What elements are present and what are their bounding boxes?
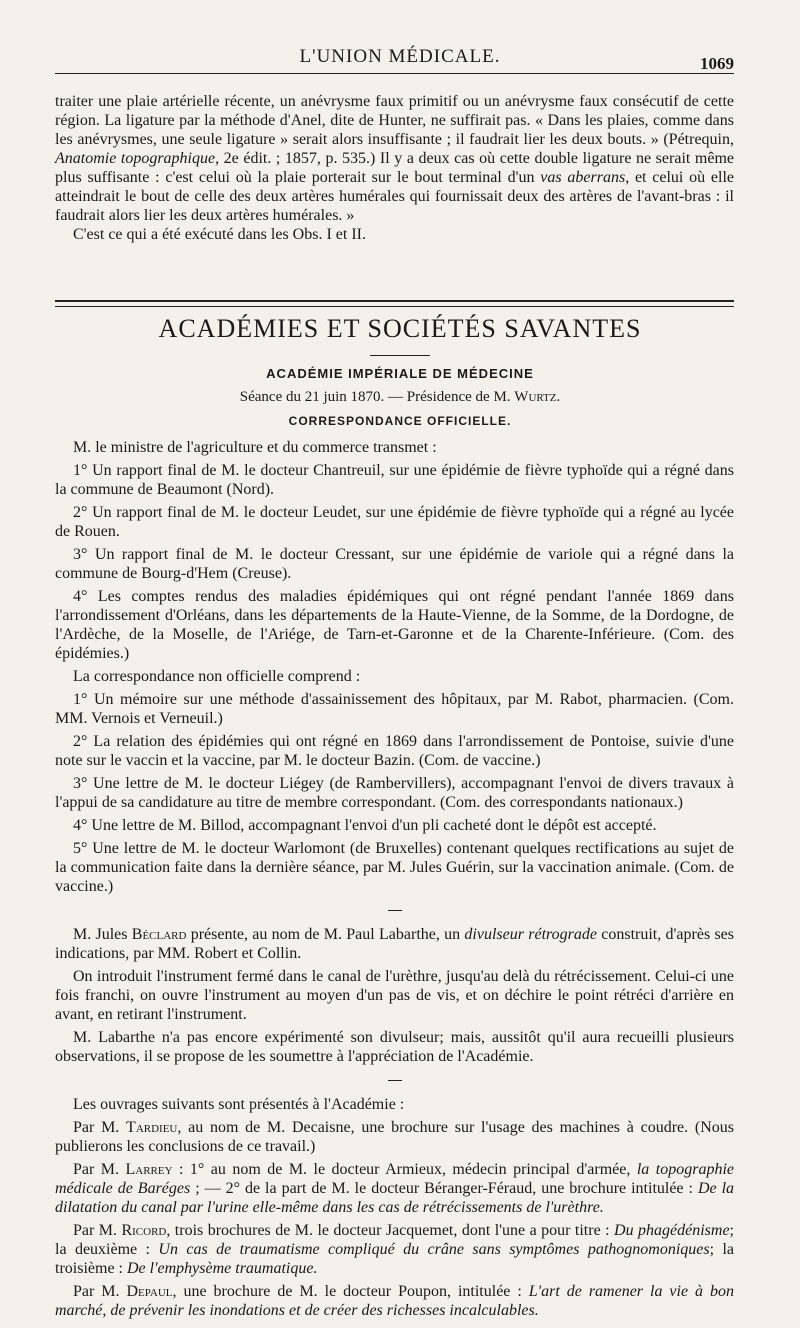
text-run: , et celui où elle atteindrait le bout de celle des deux artères humérales qui fournissait deux des artères de l'avant-bras : il faudrait alors lier les deux artères humérales. » — [55, 169, 735, 224]
title-rule — [370, 355, 430, 356]
section-double-rule — [55, 300, 734, 307]
text-run: , une brochure de M. le docteur Poupon, intitulée : — [172, 1283, 529, 1300]
text-run: : 1° au nom de M. le docteur Armieux, médecin principal d'armée, — [172, 1161, 637, 1178]
separator — [55, 1070, 734, 1089]
author-name: Ricord — [121, 1222, 167, 1239]
author-name: Tardieu — [126, 1119, 178, 1136]
text-run: . — [556, 389, 561, 405]
list-item: 3° Un rapport final de M. le docteur Cressant, sur une épidémie de variole qui a régné dans la commune de Bourg-d'Hem (Creuse). — [55, 546, 734, 582]
tardieu-paragraph — [55, 1118, 734, 1156]
text-run: ; — 2° de la part de M. le docteur Béranger-Féraud, une brochure intitulée : — [190, 1180, 698, 1197]
president-name: Wurtz — [514, 389, 557, 405]
text-run: Par M. — [73, 1161, 126, 1178]
section-title: ACADÉMIES ET SOCIÉTÉS SAVANTES — [158, 314, 642, 343]
author-name: Béclard — [131, 926, 187, 943]
larrey-paragraph — [55, 1160, 734, 1217]
italic-term: divulseur rétrograde — [464, 926, 597, 943]
ricord-paragraph — [55, 1221, 734, 1278]
list-item: 4° Les comptes rendus des maladies épidémiques qui ont régné pendant l'année 1869 dans l'arrondissement d'Orléans, dans les départements de la Haute-Vienne, de la Somme, de la Dordogne, de l'Ardèche, de la Moselle, de l'Ariége, de Tarn-et-Garonne et de la Charente-Inférieure. (Com. des épidémies.) — [55, 588, 734, 662]
main-text — [55, 438, 734, 1324]
italic-title: Anatomie topographique — [55, 150, 216, 167]
italic-term: vas aberrans — [540, 169, 626, 186]
labarthe-paragraph: M. Labarthe n'a pas encore expérimenté son divulseur; mais, aussitôt qu'il aura recueilli plusieurs observations, il se propose de les soumettre à l'appréciation de l'Académie. — [55, 1029, 734, 1065]
text-run: Par M. — [73, 1222, 122, 1239]
text-run: , 2e édit. ; 1857, p. 535.) Il y a deux cas où cette double ligature ne serait même plus suffisante : c'est celui où la plaie porterait sur le bout terminal d'un — [55, 150, 734, 186]
header-rule — [55, 73, 734, 74]
text-run: construit, d'après ses indications, par MM. Robert et Collin. — [55, 926, 735, 962]
list-item: 3° Une lettre de M. le docteur Liégey (de Rambervillers), accompagnant l'envoi de divers travaux à l'appui de sa candidature au titre de membre correspondant. (Com. des correspondants nationaux.) — [55, 775, 734, 811]
italic-title: Du phagédénisme — [614, 1222, 730, 1239]
italic-title: De la dilatation du canal par l'urine elle-même dans les cas de rétrécissements de l'urèthre. — [55, 1180, 735, 1216]
list-item: 1° Un rapport final de M. le docteur Chantreuil, sur une épidémie de fièvre typhoïde qui a régné dans la commune de Beaumont (Nord). — [55, 462, 734, 498]
page-number: 1069 — [700, 54, 734, 73]
works-intro: Les ouvrages suivants sont présentés à l'Académie : — [73, 1096, 405, 1113]
text-run: , trois brochures de M. le docteur Jacquemet, dont l'une a pour titre : — [166, 1222, 615, 1239]
list-item: 4° Une lettre de M. Billod, accompagnant l'envoi d'un pli cacheté dont le dépôt est accepté. — [73, 817, 657, 834]
italic-title: De l'emphysème traumatique. — [126, 1260, 318, 1277]
separator — [55, 900, 734, 919]
author-name: Depaul — [126, 1283, 173, 1300]
session-line — [0, 389, 800, 406]
academy-title: ACADÉMIE IMPÉRIALE DE MÉDECINE — [266, 366, 534, 381]
text-run: présente, au nom de M. Paul Labarthe, un — [186, 926, 465, 943]
unofficial-intro: La correspondance non officielle comprend : — [73, 668, 361, 685]
author-name: Larrey — [125, 1161, 173, 1178]
list-item: 5° Une lettre de M. le docteur Warlomont (de Bruxelles) contenant quelques rectifications au sujet de la communication faite dans la dernière séance, par M. Jules Guérin, sur la vaccination animale. (Com. de vaccine.) — [55, 840, 734, 895]
list-item: 2° Un rapport final de M. le docteur Leudet, sur une épidémie de fièvre typhoïde qui a régné au lycée de Rouen. — [55, 504, 734, 540]
correspondence-title: CORRESPONDANCE OFFICIELLE. — [288, 414, 512, 428]
running-head — [0, 44, 800, 74]
official-intro: M. le ministre de l'agriculture et du commerce transmet : — [73, 439, 437, 456]
journal-title: L'UNION MÉDICALE. — [299, 46, 501, 67]
italic-title: Un cas de traumatisme compliqué du crâne sans symptômes pathognomoniques — [158, 1241, 710, 1258]
text-run: ; la deuxième : — [55, 1222, 734, 1258]
text-run: M. Jules — [73, 926, 132, 943]
observations-line: C'est ce qui a été exécuté dans les Obs. I et II. — [73, 226, 366, 243]
text-run: traiter une plaie artérielle récente, un anévrysme faux primitif ou un anévrysme faux consécutif de cette région. La ligature par la méthode d'Anel, dite de Hunter, ne suffirait pas. « Dans les plaies, comme dans les anévrysmes, une seule ligature » serait alors insuffisante ; il faudrait lier les deux bouts. » (Pétrequin, — [55, 93, 734, 148]
beclard-paragraph — [55, 925, 734, 963]
aneurysm-paragraph — [55, 92, 734, 225]
text-run: , au nom de M. Decaisne, une brochure sur l'usage des machines à coudre. (Nous publierons les conclusions de ce travail.) — [55, 1119, 734, 1155]
text-run: Par M. — [73, 1119, 127, 1136]
text-run: ; la troisième : — [55, 1241, 735, 1277]
depaul-paragraph — [55, 1282, 734, 1320]
text-run: Par M. — [73, 1283, 127, 1300]
list-item: 2° La relation des épidémies qui ont régné en 1869 dans l'arrondissement de Pontoise, suivie d'une note sur le vaccin et la vaccine, par M. le docteur Bazin. (Com. de vaccine.) — [55, 733, 734, 769]
instrument-paragraph: On introduit l'instrument fermé dans le canal de l'urèthre, jusqu'au delà du rétrécissement. Celui-ci une fois franchi, on ouvre l'instrument au moyen d'un pas de vis, et on déchire le point rétréci d'arrière en avant, en retirant l'instrument. — [55, 968, 734, 1023]
list-item: 1° Un mémoire sur une méthode d'assainissement des hôpitaux, par M. Rabot, pharmacien. (Com. MM. Vernois et Verneuil.) — [55, 691, 734, 727]
italic-title: L'art de ramener la vie à bon marché, de prévenir les inondations et de créer des richesses incalculables. — [55, 1283, 734, 1319]
continued-text — [55, 92, 734, 244]
text-run: Séance du 21 juin 1870. — Présidence de M. — [239, 389, 515, 405]
italic-title: la topographie médicale de Baréges — [55, 1161, 734, 1197]
